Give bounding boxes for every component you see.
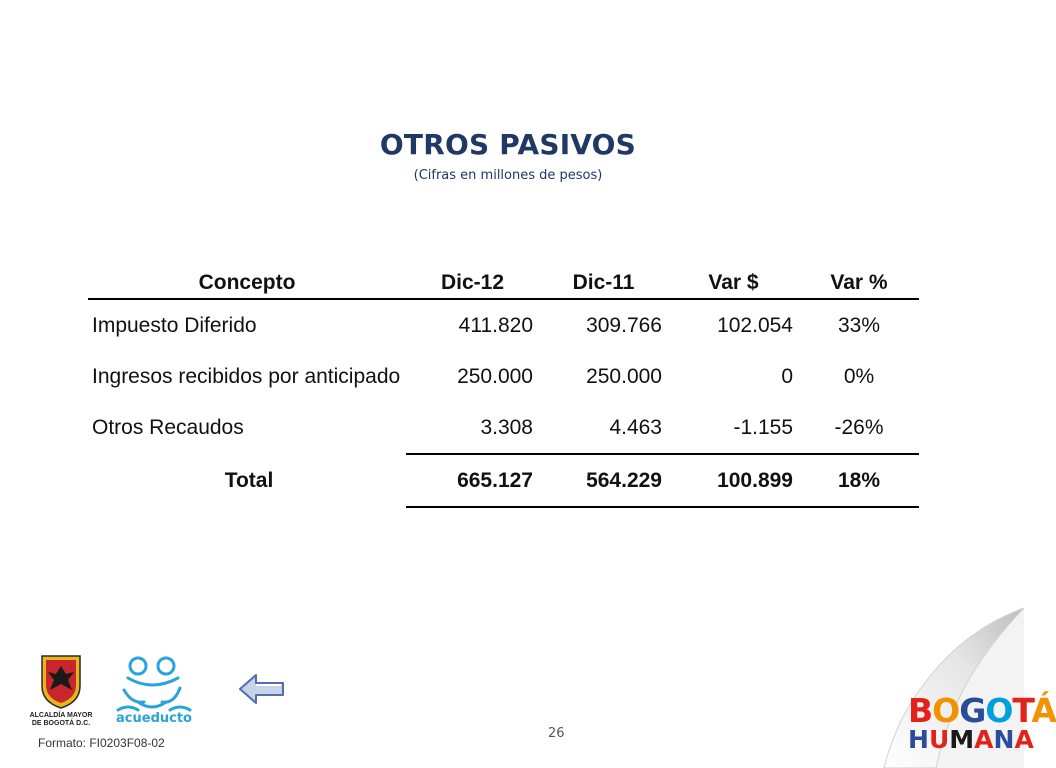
col-header-concepto: Concepto: [88, 268, 406, 299]
total-label: Total: [224, 468, 274, 492]
cell-var-pct: -26%: [799, 402, 919, 454]
col-header-var: Var $: [668, 268, 799, 299]
col-header-dic12: Dic-12: [406, 268, 539, 299]
cell-var: 102.054: [717, 313, 793, 337]
table-row: [88, 299, 919, 351]
alcaldia-shield-logo: [24, 652, 98, 728]
cell-dic12: 3.308: [406, 402, 539, 454]
page-number: 26: [548, 726, 565, 741]
cell-concepto: Impuesto Diferido: [92, 313, 257, 337]
bogota-humana-logo: [908, 691, 1056, 758]
total-dic12: 665.127: [406, 454, 539, 507]
otros-pasivos-table: [88, 268, 919, 508]
cell-var: 0: [781, 364, 793, 388]
left-arrow-icon[interactable]: [238, 672, 286, 706]
alcaldia-label-1: ALCALDÍA MAYOR: [29, 712, 93, 719]
bogota-logo-line1: BOGOTÁ: [908, 691, 1056, 730]
cell-var-pct: 0%: [843, 364, 875, 388]
cell-dic12: 411.820: [458, 313, 533, 337]
col-header-dic11: Dic-11: [539, 268, 668, 299]
cell-concepto: Otros Recaudos: [92, 416, 244, 439]
cell-var: -1.155: [668, 402, 799, 454]
total-var: 100.899: [668, 454, 799, 507]
cell-dic11: 309.766: [586, 313, 662, 337]
table-row: [88, 351, 919, 402]
total-dic11: 564.229: [539, 454, 668, 507]
cell-dic11: 250.000: [586, 364, 662, 388]
table-row: [88, 402, 919, 454]
table-header-row: [88, 268, 919, 299]
cell-dic11: 4.463: [539, 402, 668, 454]
page-title: OTROS PASIVOS: [379, 128, 637, 161]
acueducto-label: acueducto: [116, 711, 192, 726]
total-var-pct: 18%: [799, 454, 919, 507]
col-header-var-pct: Var %: [799, 268, 919, 299]
cell-dic12: 250.000: [457, 364, 533, 388]
cell-var-pct: 33%: [837, 313, 881, 337]
table-total-row: [88, 454, 919, 507]
page-subtitle: (Cifras en millones de pesos): [413, 168, 603, 183]
bogota-logo-line2: HUMANA: [908, 725, 1034, 754]
cell-concepto: Ingresos recibidos por anticipado: [92, 364, 401, 388]
acueducto-frog-logo: [108, 652, 200, 728]
format-code: Formato: FI0203F08-02: [38, 736, 165, 750]
alcaldia-label-2: DE BOGOTÁ D.C.: [31, 720, 91, 727]
